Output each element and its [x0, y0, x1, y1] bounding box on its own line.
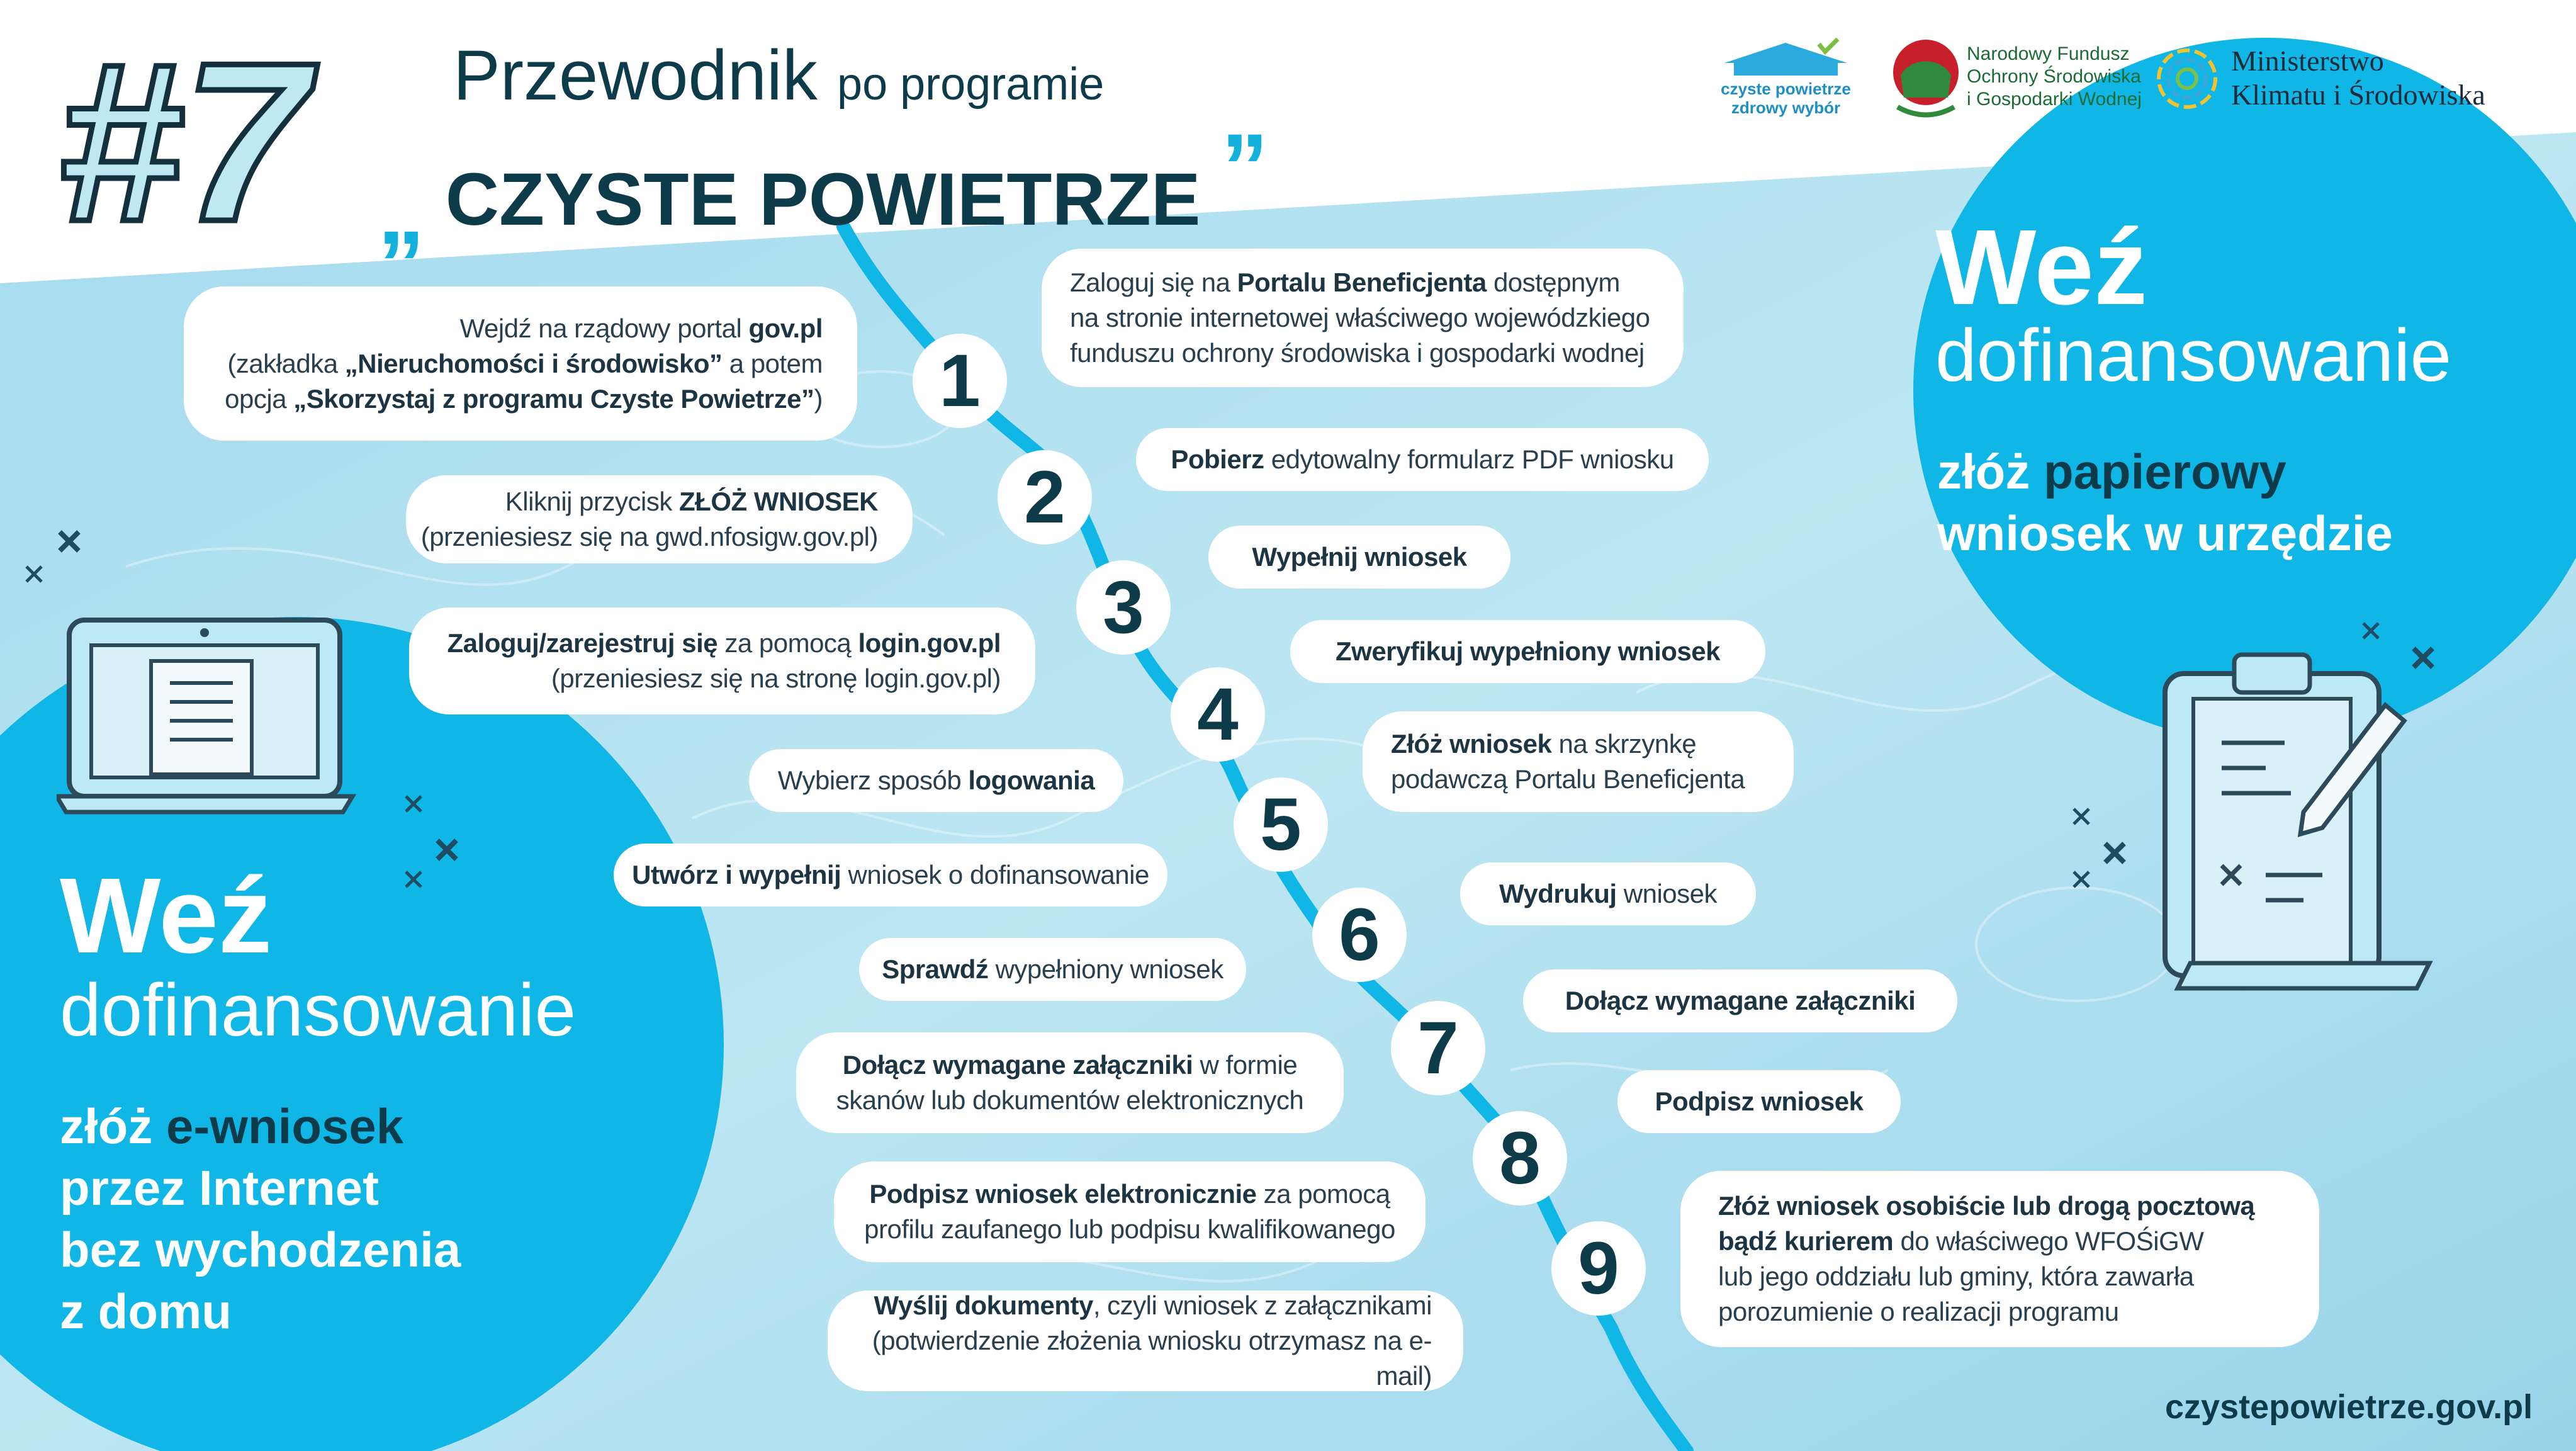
paper-step-6: Wydrukuj wniosek — [1460, 862, 1756, 925]
title-line1: Przewodnik po programie — [453, 36, 1105, 115]
right-panel-subtitle: dofinansowanie — [1935, 314, 2452, 397]
paper-step-3: Wypełnij wniosek — [1208, 526, 1510, 589]
online-step-6: Sprawdź wypełniony wniosek — [859, 938, 1246, 1001]
online-step-2: Kliknij przycisk ZŁÓŻ WNIOSEK (przeniesiesz się na gwd.nfosigw.gov.pl) — [406, 475, 913, 563]
left-panel-text: złóż e-wniosek przez Internet bez wychodzenia z domu — [60, 1098, 461, 1339]
paper-step-1: Zaloguj się na Portalu Beneficjenta dostępnym na stronie internetowej właściwego wojewódzkiego funduszu ochrony środowiska i gospodarki wodnej — [1042, 249, 1684, 387]
logo-czyste-powietrze: czyste powietrze zdrowy wybór — [1718, 38, 1853, 120]
online-step-9: Wyślij dokumenty, czyli wniosek z załącznikami (potwierdzenie złożenia wniosku otrzymasz na e-mail) — [828, 1290, 1463, 1391]
left-panel-title: Weź — [60, 856, 272, 976]
left-panel-subtitle: dofinansowanie — [60, 969, 577, 1052]
online-step-5: Utwórz i wypełnij wniosek o dofinansowanie — [614, 844, 1167, 906]
paper-step-8: Podpisz wniosek — [1617, 1070, 1901, 1133]
right-panel-text: złóż papierowy wniosek w urzędzie — [1937, 444, 2393, 561]
step-number: 2 — [998, 450, 1092, 545]
right-panel-title: Weź — [1935, 208, 2147, 327]
online-step-1: Wejdź na rządowy portal gov.pl (zakładka „Nieruchomości i środowisko” a potem opcja „Skorzystaj z programu Czyste Powietrze”) — [184, 286, 857, 441]
logo-nfosigw-text: Narodowy Fundusz Ochrony Środowiska i Gospodarki Wodnej — [1967, 43, 2142, 110]
step-number: 6 — [1312, 888, 1407, 982]
footer-url[interactable]: czystepowietrze.gov.pl — [2165, 1388, 2533, 1426]
step-number: 3 — [1076, 560, 1171, 655]
paper-step-9: Złóż wniosek osobiście lub drogą pocztową bądź kurierem do właściwego WFOŚiGW lub jego oddziału lub gminy, która zawarła porozumienie o realizacji programu — [1680, 1171, 2319, 1347]
online-step-8: Podpisz wniosek elektronicznie za pomocą profilu zaufanego lub podpisu kwalifikowanego — [834, 1161, 1426, 1262]
svg-text:#7: #7 — [57, 25, 309, 246]
online-step-3: Zaloguj/zarejestruj się za pomocą login.gov.pl (przeniesiesz się na stronę login.gov.pl) — [409, 607, 1035, 714]
paper-step-2: Pobierz edytowalny formularz PDF wniosku — [1136, 428, 1709, 491]
paper-step-7: Dołącz wymagane załączniki — [1523, 969, 1957, 1032]
online-step-4: Wybierz sposób logowania — [749, 749, 1123, 812]
step-number: 4 — [1171, 667, 1265, 762]
step-number: 5 — [1234, 777, 1328, 872]
paper-step-4: Zweryfikuj wypełniony wniosek — [1290, 620, 1765, 683]
step-number: 7 — [1391, 1001, 1485, 1095]
title-line2: „ CZYSTE POWIETRZE ” — [378, 114, 1269, 264]
paper-step-5: Złóż wniosek na skrzynkę podawczą Portalu Beneficjenta — [1363, 711, 1794, 812]
step-number: 9 — [1551, 1221, 1646, 1316]
step-number: 8 — [1473, 1111, 1567, 1205]
online-step-7: Dołącz wymagane załączniki w formie skanów lub dokumentów elektronicznych — [796, 1032, 1344, 1133]
step-number: 1 — [913, 334, 1007, 428]
logo-ministry-text: Ministerstwo Klimatu i Środowiska — [2231, 45, 2485, 111]
